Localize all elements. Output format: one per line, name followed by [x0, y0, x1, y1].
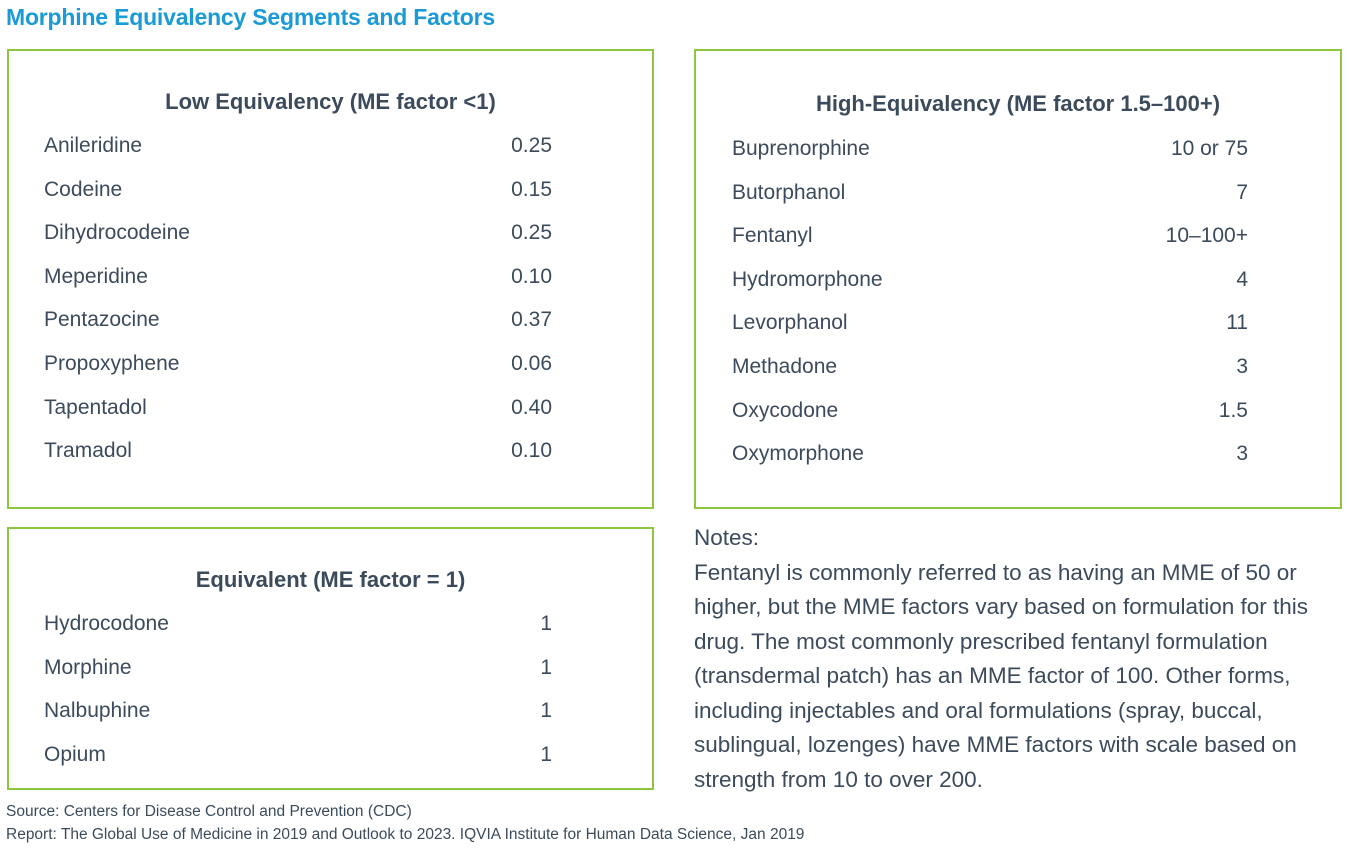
drug-name: Butorphanol [732, 180, 846, 204]
me-factor: 0.25 [511, 134, 552, 157]
equivalent-list [9, 607, 652, 781]
list-item [9, 347, 652, 391]
me-factor: 10 or 75 [1170, 137, 1248, 160]
me-factor: 0.10 [511, 439, 552, 463]
list-item [9, 303, 652, 347]
list-item [9, 391, 652, 435]
source-note: Source: Centers for Disease Control and Prevention (CDC) [6, 803, 412, 820]
list-item [9, 738, 652, 782]
drug-name: Tapentadol [44, 395, 147, 419]
list-item [9, 651, 652, 695]
me-factor: 10–100+ [1165, 224, 1248, 248]
list-item [9, 173, 652, 217]
list-item [696, 306, 1340, 350]
notes-text: Fentanyl is commonly referred to as having an MME of 50 or higher, but the MME factors vary based on formulation for this drug. The most commonly prescribed fentanyl formulation (transdermal patch) has an MME factor of 100. Other forms, including injectables and oral formulations (spray, buccal, sublingual, lozenges) have MME factors with scale based on strength from 10 to over 200. [694, 559, 1309, 792]
high-equivalency-list [696, 132, 1340, 481]
drug-name: Meperidine [44, 264, 148, 288]
drug-name: Dihydrocodeine [44, 221, 190, 245]
me-factor: 4 [1236, 267, 1248, 291]
list-item [696, 394, 1340, 438]
drug-name: Buprenorphine [732, 137, 870, 160]
list-item [696, 176, 1340, 220]
list-item [9, 434, 652, 478]
drug-name: Levorphanol [732, 311, 848, 335]
drug-name: Anileridine [44, 134, 143, 157]
me-factor: 11 [1226, 311, 1248, 335]
high-equivalency-heading: High-Equivalency (ME factor 1.5–100+) [815, 91, 1221, 116]
me-factor: 1 [540, 742, 552, 766]
me-factor: 0.40 [511, 395, 552, 419]
list-item [9, 260, 652, 304]
me-factor: 1 [540, 612, 552, 635]
list-item [696, 132, 1340, 176]
me-factor: 1.5 [1218, 398, 1248, 422]
list-item [696, 219, 1340, 263]
notes-label: Notes: [694, 525, 760, 550]
drug-name: Codeine [44, 177, 123, 201]
drug-name: Hydromorphone [732, 267, 883, 291]
drug-name: Nalbuphine [44, 699, 151, 723]
drug-name: Opium [44, 742, 106, 766]
me-factor: 3 [1236, 442, 1248, 466]
drug-name: Oxycodone [732, 398, 839, 422]
page-title: Morphine Equivalency Segments and Factors [6, 4, 495, 30]
low-equivalency-list [9, 129, 652, 478]
drug-name: Propoxyphene [44, 351, 180, 375]
drug-name: Tramadol [44, 439, 132, 463]
me-factor: 3 [1236, 354, 1248, 378]
drug-name: Oxymorphone [732, 442, 864, 466]
me-factor: 0.15 [511, 177, 552, 201]
drug-name: Morphine [44, 655, 132, 679]
list-item [696, 263, 1340, 307]
drug-name: Fentanyl [732, 224, 813, 248]
report-note: Report: The Global Use of Medicine in 2019 and Outlook to 2023. IQVIA Institute for Human Data Science, Jan 2019 [6, 826, 805, 843]
me-factor: 0.10 [511, 264, 552, 288]
equivalent-heading: Equivalent (ME factor = 1) [195, 567, 466, 592]
me-factor: 0.37 [511, 308, 552, 332]
drug-name: Hydrocodone [44, 612, 169, 635]
me-factor: 1 [540, 655, 552, 679]
list-item [9, 216, 652, 260]
drug-name: Methadone [732, 354, 838, 378]
me-factor: 0.06 [511, 351, 552, 375]
me-factor: 7 [1236, 180, 1248, 204]
high-equivalency-panel [694, 49, 1342, 509]
drug-name: Pentazocine [44, 308, 160, 332]
me-factor: 0.25 [511, 221, 552, 245]
list-item [696, 437, 1340, 481]
low-equivalency-panel [7, 49, 654, 509]
list-item [9, 694, 652, 738]
equivalent-panel [7, 527, 654, 790]
notes-section [694, 521, 1344, 797]
list-item [696, 350, 1340, 394]
list-item [9, 607, 652, 651]
low-equivalency-heading: Low Equivalency (ME factor <1) [165, 89, 496, 114]
list-item [9, 129, 652, 173]
me-factor: 1 [540, 699, 552, 723]
